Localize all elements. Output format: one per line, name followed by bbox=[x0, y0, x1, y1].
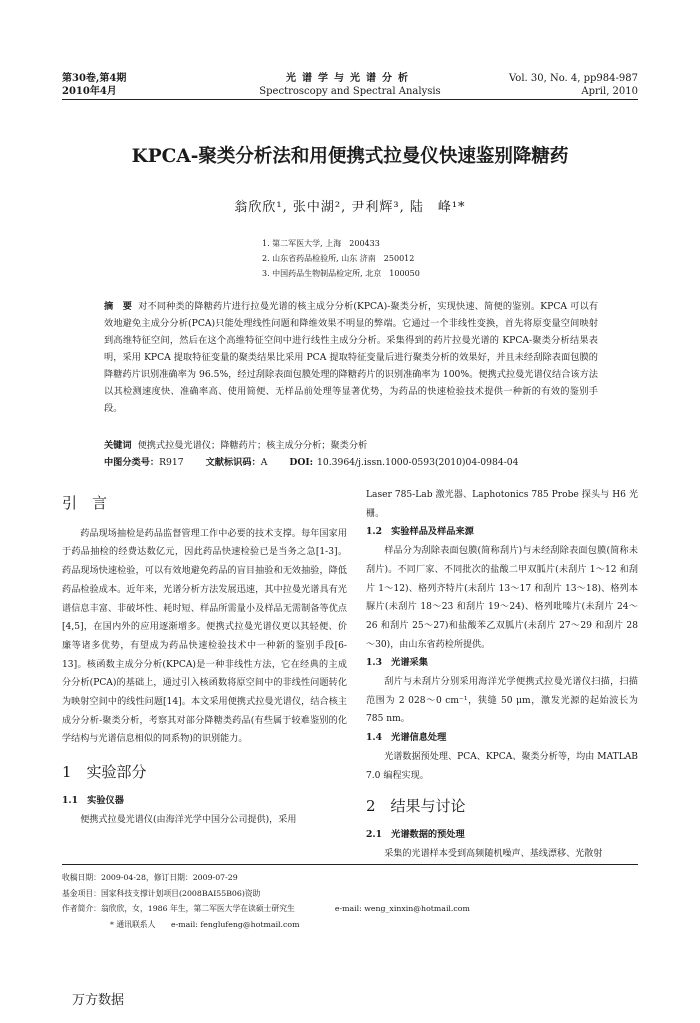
affiliations bbox=[262, 236, 420, 281]
affiliation-1: 1. 第二军医大学, 上海 200433 bbox=[262, 239, 380, 248]
continued-text: Laser 785-Lab 激光器、Laphotonics 785 Probe 探头与 H6 光栅。 bbox=[366, 490, 638, 519]
subsection-1-1-text: 便携式拉曼光谱仪(由海洋光学中国分公司提供)，采用 bbox=[80, 814, 297, 825]
footnote bbox=[62, 870, 638, 932]
pub-date-en: April, 2010 bbox=[581, 86, 638, 97]
subsection-1-2-text: 样品分为刮除表面包膜(简称刮片)与未经刮除表面包膜(简称未刮片)。不同厂家、不同批次的盐酸二甲双胍片(未刮片 1～12 和刮片 1～12)、格列齐特片(未刮片 13～17 和刮片 13～18)、格列本脲片(未刮片 18～23 和刮片 19～24)、格列吡嗪片(未刮片 24～26 和刮片 25～27)和盐酸苯乙双胍片(未刮片 27～29 和刮片 28～30)，由山东省药检所提供。 bbox=[366, 546, 638, 650]
clc-label: 中图分类号： bbox=[104, 457, 160, 468]
wanfang-watermark: 万方数据 bbox=[72, 993, 125, 1008]
journal-name-en: Spectroscopy and Spectral Analysis bbox=[259, 86, 441, 97]
abstract-text: 对不同种类的降糖药片进行拉曼光谱的核主成分分析(KPCA)-聚类分析，实现快速、简便的鉴别。KPCA 可以有效地避免主成分分析(PCA)只能处理线性问题和降维效果不明显的弊端。它通过一个非线性变换，首先将原变量空间映射到高维特征空间，然后在这个高维特征空间中进行线性主成分分析。采集得到的药片拉曼光谱的 KPCA-聚类分析结果表明，采用 KPCA 提取特征变量的聚类结果比采用 PCA 提取特征变量后进行聚类分析的效果好，并且未经刮除表面包膜的降糖药片识别准确率为 96.5%，经过刮除表面包膜处理的降糖药片的识别准确率为 100%。便携式拉曼光谱仪结合该方法以其检测速度快、准确率高、使用简便、无样品前处理等显著优势，为药品的快速检验技术提供一种新的有效的鉴别手段。 bbox=[104, 301, 599, 414]
doc-code-label: 文献标识码： bbox=[205, 457, 261, 468]
author-email: e-mail: weng_xinxin@hotmail.com bbox=[334, 904, 470, 913]
author-bio: 作者简介：翁欣欣，女，1986 年生，第二军医大学在读硕士研究生 bbox=[62, 904, 295, 913]
doc-code: A bbox=[260, 457, 268, 468]
pub-date-zh: 2010年4月 bbox=[62, 86, 117, 97]
author-list: 翁欣欣¹, 张中湖², 尹利辉³, 陆 峰¹* bbox=[234, 200, 466, 215]
classification bbox=[104, 454, 598, 471]
funding: 基金项目：国家科技支撑计划项目(2008BAI55B06)资助 bbox=[62, 888, 261, 898]
affiliation-3: 3. 中国药品生物制品检定所, 北京 100050 bbox=[262, 269, 420, 278]
vol-no-pages: Vol. 30, No. 4, pp984-987 bbox=[509, 73, 638, 84]
intro-paragraph: 药品现场抽检是药品监督管理工作中必要的技术支撑。每年国家用于药品抽检的经费达数亿元，因此药品快速检验已是当务之急[1-3]。药品现场快速检验，可以有效地避免药品的盲目抽验和无效抽验，降低药品检验成本。近年来，光谱分析方法发展迅速，其中拉曼光谱具有光谱信息丰富、非破坏性、耗时短、样品所需量小及样品无需制备等优点[4,5]，在国内外的应用逐渐增多。便携式拉曼光谱仪更以其轻便、价廉等诸多优势，有望成为药品快速检验技术中一种新的鉴别手段[6-13]。核函数主成分分析(KPCA)是一种非线性方法，它在经典的主成分分析(PCA)的基础上，通过引入核函数将原空间中的非线性问题转化为映射空间中的线性问题[14]。本文采用便携式拉曼光谱仪，结合核主成分分析-聚类分析，考察其对部分降糖类药品(有些属于较难鉴别的化学结构与光谱信息相似的同系物)的识别能力。 bbox=[62, 528, 347, 745]
journal-pages bbox=[509, 72, 638, 98]
doi-label: DOI: bbox=[289, 457, 314, 468]
subsection-1-4-text: 光谱数据预处理、PCA、KPCA、聚类分析等，均由 MATLAB 7.0 编程实现。 bbox=[366, 751, 638, 781]
subsection-1-3-text: 刮片与未刮片分别采用海洋光学便携式拉曼光谱仪扫描，扫描范围为 2 028～0 cm⁻¹，狭缝 50 μm，激发光源的起始波长为 785 nm。 bbox=[366, 677, 638, 725]
doi-value: 10.3964/j.issn.1000-0593(2010)04-0984-04 bbox=[317, 457, 519, 468]
subsection-1-2-heading: 1.2 实验样品及样品来源 bbox=[366, 526, 474, 538]
journal-name-zh: 光谱学与光谱分析 bbox=[286, 73, 414, 84]
subsection-1-4-heading: 1.4 光谱信息处理 bbox=[366, 732, 447, 744]
header-rule bbox=[62, 99, 638, 100]
affiliation-2: 2. 山东省药品检验所, 山东 济南 250012 bbox=[262, 254, 415, 263]
subsection-2-1-heading: 2.1 光谱数据的预处理 bbox=[366, 828, 465, 840]
abstract-label: 摘 要 bbox=[104, 301, 133, 312]
keywords bbox=[104, 437, 598, 454]
subsection-1-3-heading: 1.3 光谱采集 bbox=[366, 657, 428, 669]
author-bio-line bbox=[62, 901, 638, 917]
footnote-rule bbox=[62, 864, 638, 865]
subsection-1-1-heading: 1.1 实验仪器 bbox=[62, 794, 124, 806]
subsection-2-1-text: 采集的光谱样本受到高频随机噪声、基线漂移、光散射 bbox=[384, 848, 603, 859]
keywords-text: 便携式拉曼光谱仪；降糖药片；核主成分分析；聚类分析 bbox=[137, 440, 368, 451]
keywords-label: 关键词 bbox=[104, 440, 132, 451]
right-column bbox=[366, 486, 638, 863]
section-2-heading: 2 结果与讨论 bbox=[366, 797, 466, 816]
intro-heading: 引 言 bbox=[62, 494, 108, 512]
clc-number: R917 bbox=[159, 457, 184, 468]
keywords-block bbox=[104, 437, 598, 471]
received-dates: 收稿日期：2009-04-28，修订日期：2009-07-29 bbox=[62, 873, 238, 882]
paper-title: KPCA-聚类分析法和用便携式拉曼仪快速鉴别降糖药 bbox=[131, 146, 569, 167]
section-1-heading: 1 实验部分 bbox=[62, 763, 147, 782]
abstract bbox=[104, 298, 598, 417]
left-column bbox=[62, 494, 347, 829]
corresponding-author: * 通讯联系人 e-mail: fenglufeng@hotmail.com bbox=[110, 919, 300, 929]
volume-issue: 第30卷,第4期 bbox=[62, 73, 127, 84]
